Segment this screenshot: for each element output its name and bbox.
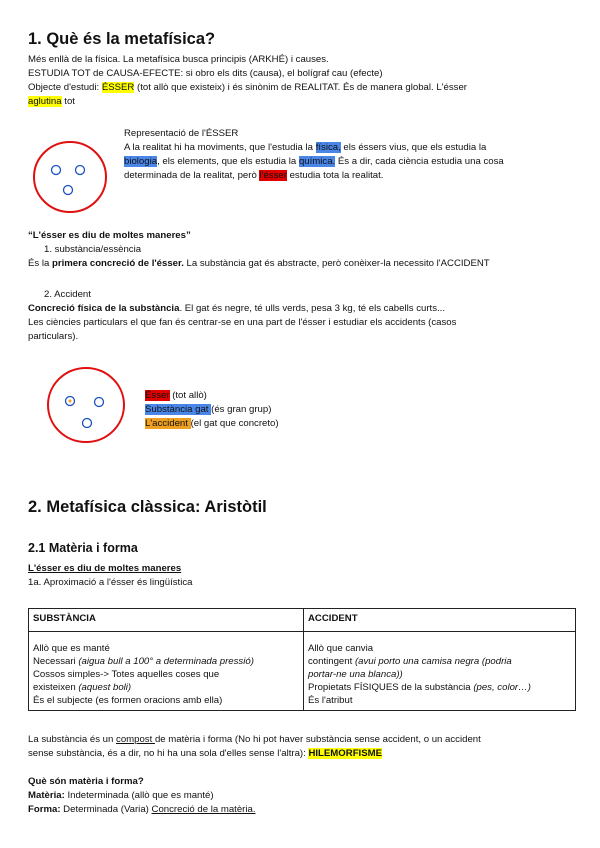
representacio-title: Representació de l'ÉSSER xyxy=(124,128,239,139)
legend-esser: Ésser (tot allò) xyxy=(145,390,207,401)
highlight-quimica: química. xyxy=(298,156,336,167)
maneres-title: “L'ésser es diu de moltes maneres” xyxy=(28,230,191,241)
table-header-substancia: SUBSTÀNCIA xyxy=(29,609,304,632)
forma-definition: Forma: Determinada (Varia) Concreció de la matèria. xyxy=(28,804,256,815)
intro-line-1: Més enllà de la física. La metafísica busca principis (ARKHÉ) i causes. xyxy=(28,54,329,65)
substance-drawing xyxy=(44,365,134,449)
highlight-biologia: biologia xyxy=(124,156,158,167)
entity-circle xyxy=(83,419,92,428)
highlight-fisica: física, xyxy=(315,142,341,153)
materia-definition: Matèria: Indeterminada (allò que es manté) xyxy=(28,790,214,801)
table-cell-accident: Allò que canvia contingent (avui porto una camisa negra (podria portar-ne una blanca)) Propietats FÍSIQUES de la substància (pes, color…) És l'atribut xyxy=(304,632,576,711)
representacio-line-1: A la realitat hi ha moviments, que l'estudia la física, els éssers vius, que els estudia la xyxy=(124,142,487,153)
intro-line-2: ESTUDIA TOT de CAUSA-EFECTE: si obro els dits (causa), el bolígraf cau (efecte) xyxy=(28,68,383,79)
accident-paragraph: Concreció física de la substància. El gat és negre, té ulls verds, pesa 3 kg, té els cabells curts... xyxy=(28,303,445,314)
intro-line-4: aglutina tot xyxy=(28,96,75,107)
highlight-esser: ÉSSER xyxy=(101,82,135,93)
substancia-accident-table xyxy=(28,608,576,711)
subsection-title: 2.1 Matèria i forma xyxy=(28,541,138,555)
representacio-line-3: determinada de la realitat, però l'ésser estudia tota la realitat. xyxy=(124,170,384,181)
aproximacio-line: 1a. Aproximació a l'ésser és lingüística xyxy=(28,577,193,588)
representacio-line-2: biologia, els elements, que els estudia la química. És a dir, cada ciència estudia una cosa xyxy=(124,156,504,167)
intro-line-3: Objecte d'estudi: ÉSSER (tot allò que existeix) i és sinònim de REALITAT. És de manera global. L'ésser xyxy=(28,82,467,93)
entity-circle xyxy=(95,398,104,407)
accident-dot xyxy=(69,400,72,403)
entity-circle xyxy=(64,186,73,195)
esser-circle xyxy=(48,368,124,442)
highlight-hilemorfisme: HILEMORFISME xyxy=(308,748,383,759)
compost-line-1: La substància és un compost de matèria i forma (No hi pot haver substància sense accident, o un accident xyxy=(28,734,481,745)
table-cell-substancia: Allò que es manté Necessari (aigua bull a 100° a determinada pressió) Cossos simples-> Totes aquelles coses que existeixen (aquest boli) És el subjecte (es formen oracions amb ella) xyxy=(29,632,304,711)
entity-circle xyxy=(76,166,85,175)
ciencies-line-1: Les ciències particulars el que fan és centrar-se en una part de l'ésser i estudiar els accidents (casos xyxy=(28,317,457,328)
esser-circle xyxy=(34,142,106,212)
compost-line-2: sense substància, és a dir, no hi ha una sola d'elles sense l'altra): HILEMORFISME xyxy=(28,748,383,759)
entity-circle xyxy=(52,166,61,175)
section-1-title: 1. Què és la metafísica? xyxy=(28,30,216,48)
table-header-accident: ACCIDENT xyxy=(304,609,576,632)
section-2-title: 2. Metafísica clàssica: Aristòtil xyxy=(28,498,267,516)
ciencies-line-2: particulars). xyxy=(28,331,79,342)
highlight-aglutina: aglutina xyxy=(28,96,62,107)
maneres-underlined: L'ésser es diu de moltes maneres xyxy=(28,563,182,574)
substancia-paragraph: És la primera concreció de l'ésser. La substància gat és abstracte, però conèixer-la necessito l'ACCIDENT xyxy=(28,258,490,269)
highlight-lesser: l'ésser xyxy=(259,170,287,181)
list-item-1: 1. substància/essència xyxy=(44,244,142,255)
legend-substancia: Substància gat (és gran grup) xyxy=(145,404,272,415)
list-item-2: 2. Accident xyxy=(44,289,91,300)
materia-forma-question: Què són matèria i forma? xyxy=(28,776,144,787)
legend-accident: L'accident (el gat que concreto) xyxy=(145,418,279,429)
esser-drawing xyxy=(30,138,114,218)
